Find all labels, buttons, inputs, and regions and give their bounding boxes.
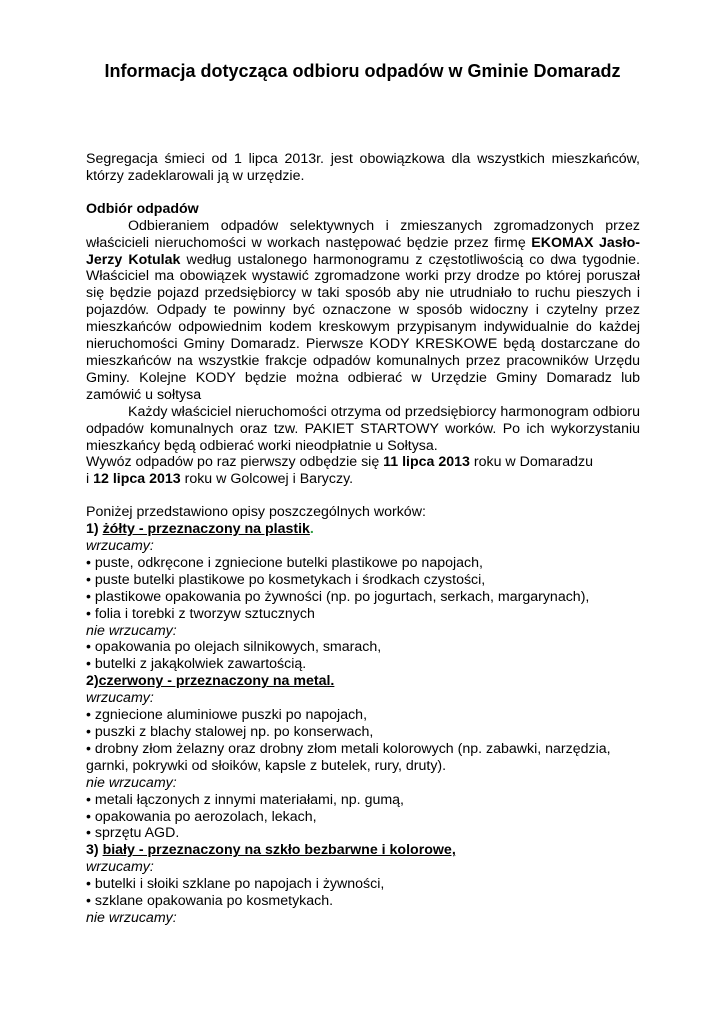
section-heading-odbior: Odbiór odpadów xyxy=(86,200,199,217)
list-item: • folia i torebki z tworzyw sztucznych xyxy=(86,605,315,622)
list-item: • butelki z jakąkolwiek zawartością. xyxy=(86,656,307,673)
list-item: • puszki z blachy stalowej np. po konserwach, xyxy=(86,724,374,740)
bag-yellow-number: 1) xyxy=(86,521,103,538)
document-title: Informacja dotycząca odbioru odpadów w Gminie Domaradz xyxy=(104,61,621,81)
bag-red-title: czerwony - przeznaczony na metal. xyxy=(98,673,335,690)
list-item: • drobny złom żelazny oraz drobny złom metali kolorowych (np. zabawki, narzędzia, garnki, pokrywki od słoików, kapsle z butelek, rury, druty). xyxy=(86,740,611,774)
bags-intro: Poniżej przedstawiono opisy poszczególnych worków: xyxy=(86,504,426,521)
list-item: • opakowania po olejach silnikowych, smarach, xyxy=(86,639,382,656)
odbior-p3-text-c: i xyxy=(86,471,94,488)
intro-paragraph: Segregacja śmieci od 1 lipca 2013r. jest obowiązkowa dla wszystkich mieszkańców, którzy zadeklarowali ją w urzędzie. xyxy=(86,151,640,184)
list-item: • puste, odkręcone i zgniecione butelki plastikowe po napojach, xyxy=(86,554,483,571)
odbior-paragraph-1 xyxy=(86,218,640,404)
odbior-p3-text-b: roku w Domaradzu xyxy=(469,454,593,471)
first-pickup-date-golcowa: 12 lipca 2013 xyxy=(93,471,181,488)
bag-red-number: 2) xyxy=(86,673,99,690)
bag-red-heading xyxy=(86,673,640,690)
odbior-paragraph-3 xyxy=(86,454,640,488)
list-item: • sprzętu AGD. xyxy=(86,825,180,842)
list-item: • opakowania po aerozolach, lekach, xyxy=(86,808,317,825)
bag-yellow-title: żółty - przeznaczony na plastik xyxy=(102,521,310,538)
odbior-p1-text-a: Odbieraniem odpadów selektywnych i zmieszanych zgromadzonych przez właścicieli nieruchomości w workach następować będzie przez firmę xyxy=(86,217,640,251)
list-item: • puste butelki plastikowe po kosmetykach i środkach czystości, xyxy=(86,571,486,588)
document-body xyxy=(86,151,640,927)
list-item: • plastikowe opakowania po żywności (np. po jogurtach, serkach, margarynach), xyxy=(86,588,590,605)
list-item: • butelki i słoiki szklane po napojach i żywności, xyxy=(86,876,385,893)
bag-white-heading xyxy=(86,842,640,859)
odbior-p1-text-b: według ustalonego harmonogramu z częstotliwością co dwa tygodnie. Właściciel ma obowiązek wystawić zgromadzone worki przy drodze po której poruszał się będzie pojazd przedsiębiorcy w taki sposób aby nie utrudniało to ruchu pieszych i pojazdów. Odpady te powinny być oznaczone w sposób widoczny i czytelny przez mieszkańców odpowiednim kodem kreskowym przypisanym indywidualnie do każdej nieruchomości Gminy Domaradz. Pierwsze KODY KRESKOWE będą dostarczane do mieszkańców na wszystkie frakcje odpadów komunalnych przez pracowników Urzędu Gminy. Kolejne KODY będzie można odbierać w Urzędzie Gminy Domaradz lub zamówić u sołtysa xyxy=(86,251,640,403)
list-item: • zgniecione aluminiowe puszki po napojach, xyxy=(86,707,368,724)
bag-white-in-label: wrzucamy: xyxy=(86,859,154,876)
bag-red-in-label: wrzucamy: xyxy=(86,690,154,707)
first-pickup-date-domaradz: 11 lipca 2013 xyxy=(383,454,470,471)
bag-yellow-out-label: nie wrzucamy: xyxy=(86,622,177,639)
company-name: EKOMAX Jasło- Jerzy Kotulak xyxy=(86,234,640,268)
odbior-p3-text-d: roku w Golcowej i Baryczy. xyxy=(180,471,354,488)
list-item: • szklane opakowania po kosmetykach. xyxy=(86,893,334,910)
odbior-p3-text-a: Wywóz odpadów po raz pierwszy odbędzie się xyxy=(86,454,384,471)
bag-white-title: biały - przeznaczony na szkło bezbarwne i kolorowe, xyxy=(102,842,456,859)
bag-yellow-heading xyxy=(86,521,640,538)
bag-white-number: 3) xyxy=(86,842,103,859)
bag-yellow-dot: . xyxy=(309,521,314,538)
list-item: • metali łączonych z innymi materiałami, np. gumą, xyxy=(86,791,404,808)
bag-white-out-label: nie wrzucamy: xyxy=(86,909,177,926)
bag-red-out-label: nie wrzucamy: xyxy=(86,774,177,791)
bag-yellow-in-label: wrzucamy: xyxy=(86,538,154,555)
odbior-paragraph-2: Każdy właściciel nieruchomości otrzyma od przedsiębiorcy harmonogram odbioru odpadów komunalnych oraz tzw. PAKIET STARTOWY worków. Po ich wykorzystaniu mieszkańcy będą odbierać worki nieodpłatnie u Sołtysa. xyxy=(86,403,640,454)
